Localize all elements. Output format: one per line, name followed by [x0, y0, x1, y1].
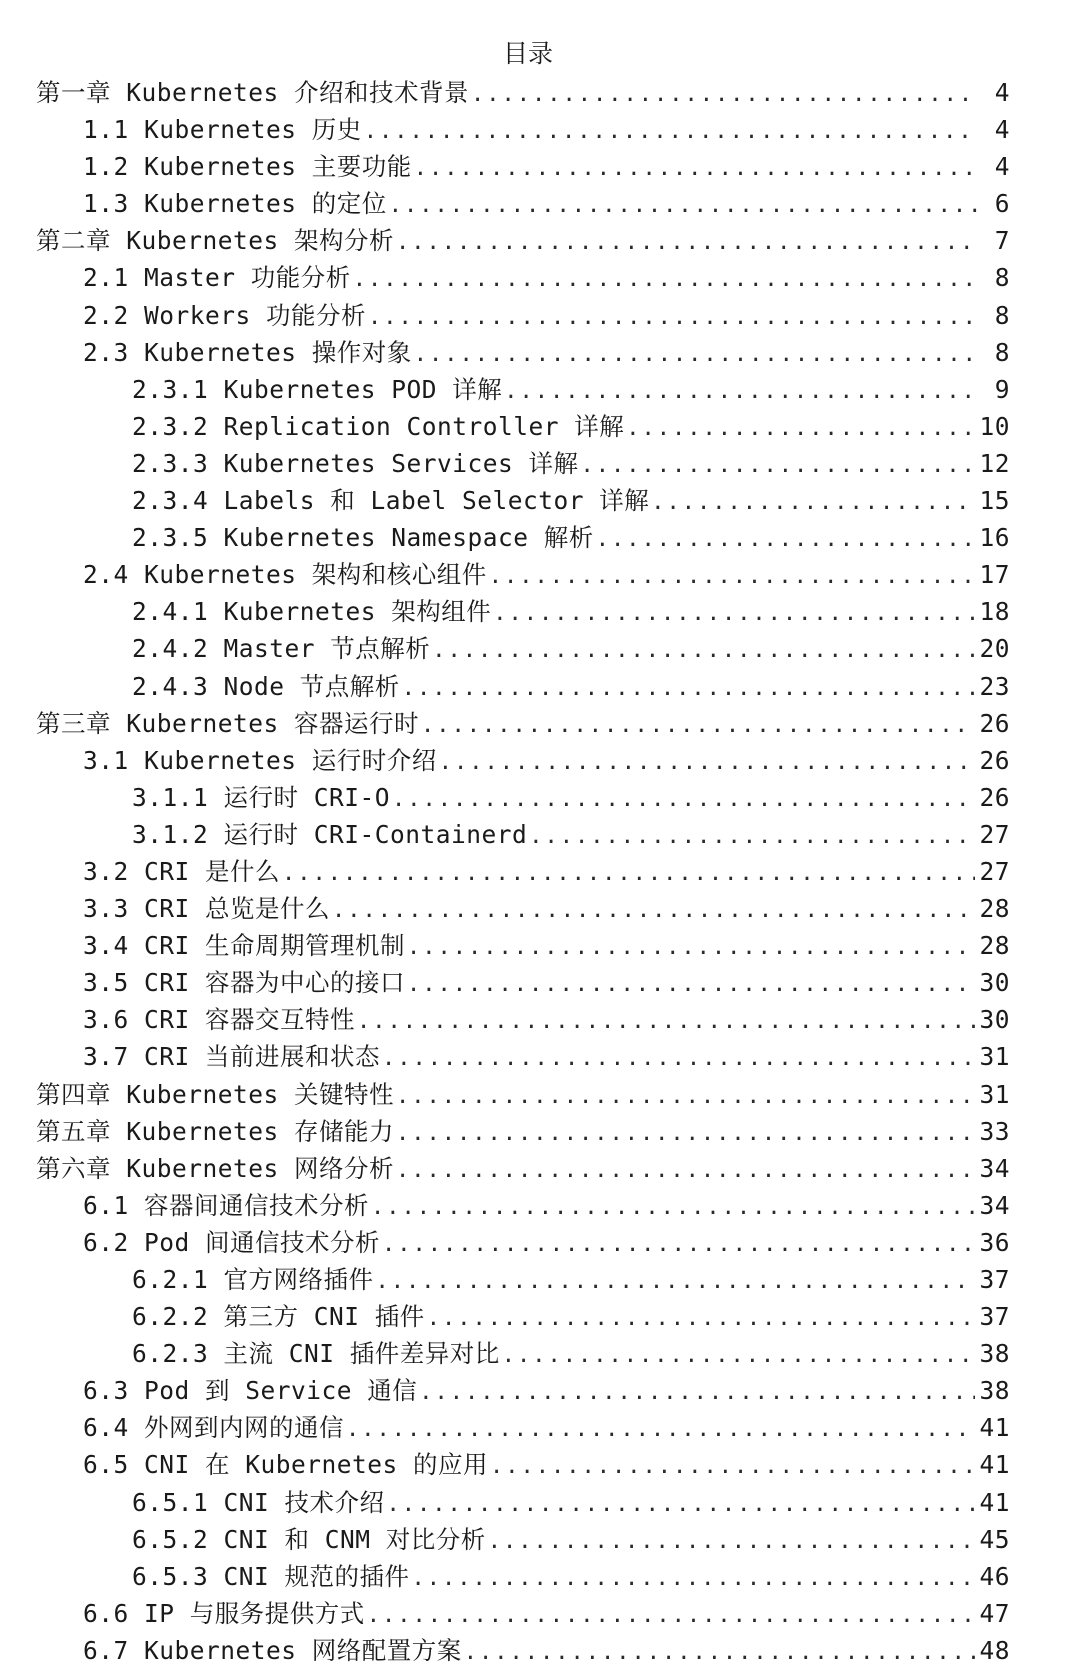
toc-entry-title: 2.4.3 Node 节点解析	[132, 671, 400, 701]
toc-entry-page-number: 18	[979, 597, 1010, 627]
toc-entry-page-number: 20	[979, 634, 1010, 664]
toc-entry-title: 2.3.5 Kubernetes Namespace 解析	[132, 523, 594, 553]
toc-entry-page-number: 41	[979, 1487, 1010, 1517]
toc-entry-page-number: 41	[979, 1450, 1010, 1480]
toc-entry-title: 1.2 Kubernetes 主要功能	[83, 152, 412, 182]
toc-leader-dots	[414, 336, 978, 373]
toc-entry-title: 3.1 Kubernetes 运行时介绍	[83, 745, 437, 775]
toc-entry-title: 2.2 Workers 功能分析	[83, 300, 367, 330]
toc-leader-dots	[464, 1634, 976, 1671]
toc-entry[interactable]	[36, 705, 1010, 742]
toc-entry-title: 6.2.2 第三方 CNI 插件	[132, 1302, 425, 1332]
toc-entry[interactable]	[36, 630, 1010, 667]
toc-entry-title: 3.7 CRI 当前进展和状态	[83, 1042, 381, 1072]
toc-entry-page-number: 4	[994, 152, 1010, 182]
toc-entry-title: 2.4.2 Master 节点解析	[132, 634, 431, 664]
toc-entry[interactable]	[36, 1150, 1010, 1187]
toc-entry-page-number: 16	[979, 523, 1010, 553]
toc-entry-title: 6.5.3 CNI 规范的插件	[132, 1561, 410, 1591]
toc-entry[interactable]	[36, 1187, 1010, 1224]
toc-entry-page-number: 4	[994, 78, 1010, 107]
toc-entry[interactable]	[36, 519, 1010, 556]
toc-entry[interactable]	[36, 890, 1010, 927]
toc-entry-page-number: 26	[979, 782, 1010, 812]
toc-leader-dots	[396, 1152, 975, 1189]
toc-entry[interactable]	[36, 593, 1010, 630]
toc-leader-dots	[421, 707, 975, 744]
toc-leader-dots	[471, 76, 978, 113]
toc-entry-page-number: 26	[979, 708, 1010, 738]
toc-entry[interactable]	[36, 74, 1010, 111]
toc-entry[interactable]	[36, 148, 1010, 185]
toc-entry-page-number: 6	[994, 189, 1010, 219]
toc-entry-page-number: 31	[979, 1079, 1010, 1109]
toc-entry[interactable]	[36, 1558, 1010, 1595]
toc-leader-dots	[414, 150, 978, 187]
toc-leader-dots	[412, 1560, 976, 1597]
toc-entry[interactable]	[36, 1595, 1010, 1632]
toc-entry-page-number: 30	[979, 968, 1010, 998]
toc-entry-page-number: 9	[994, 374, 1010, 404]
toc-entry[interactable]	[36, 742, 1010, 779]
toc-entry-page-number: 38	[979, 1376, 1010, 1406]
toc-entry-title: 2.4.1 Kubernetes 架构组件	[132, 597, 492, 627]
toc-entry[interactable]	[36, 222, 1010, 259]
toc-entry[interactable]	[36, 1409, 1010, 1446]
toc-entry-title: 3.5 CRI 容器为中心的接口	[83, 968, 406, 998]
toc-entry-title: 6.2.1 官方网络插件	[132, 1265, 374, 1294]
toc-entry-page-number: 47	[979, 1598, 1010, 1628]
toc-entry[interactable]	[36, 185, 1010, 222]
toc-entry-page-number: 34	[979, 1153, 1010, 1183]
toc-entry-title: 1.3 Kubernetes 的定位	[83, 189, 387, 219]
toc-leader-dots	[407, 966, 975, 1003]
toc-entry[interactable]	[36, 1335, 1010, 1372]
toc-entry-page-number: 33	[979, 1116, 1010, 1146]
toc-leader-dots	[651, 484, 975, 521]
toc-entry-title: 6.1 容器间通信技术分析	[83, 1190, 369, 1220]
toc-entry[interactable]	[36, 1521, 1010, 1558]
toc-entry[interactable]	[36, 816, 1010, 853]
toc-entry[interactable]	[36, 111, 1010, 148]
toc-leader-dots	[407, 929, 975, 966]
toc-entry-title: 6.6 IP 与服务提供方式	[83, 1598, 365, 1628]
toc-entry-page-number: 15	[979, 486, 1010, 516]
toc-entry-title: 第二章 Kubernetes 架构分析	[36, 226, 395, 256]
toc-entry-page-number: 10	[979, 411, 1010, 441]
toc-leader-dots	[368, 299, 978, 336]
toc-leader-dots	[626, 410, 975, 447]
toc-entry-page-number: 46	[979, 1561, 1010, 1591]
toc-entry-title: 2.3.2 Replication Controller 详解	[132, 411, 625, 441]
toc-entry[interactable]	[36, 445, 1010, 482]
toc-entry[interactable]	[36, 668, 1010, 705]
toc-entry-title: 3.1.1 运行时 CRI-O	[132, 782, 391, 812]
toc-entry-page-number: 36	[979, 1227, 1010, 1257]
toc-entry-page-number: 31	[979, 1042, 1010, 1072]
toc-entry-title: 2.4 Kubernetes 架构和核心组件	[83, 560, 487, 590]
toc-entry[interactable]	[36, 1076, 1010, 1113]
toc-leader-dots	[392, 781, 975, 818]
toc-leader-dots	[502, 1337, 976, 1374]
toc-leader-dots	[389, 187, 978, 224]
toc-leader-dots	[402, 670, 976, 707]
toc-entry[interactable]	[36, 371, 1010, 408]
toc-entry[interactable]	[36, 259, 1010, 296]
toc-entry-title: 2.3 Kubernetes 操作对象	[83, 337, 412, 367]
toc-entry[interactable]	[36, 334, 1010, 371]
toc-leader-dots	[396, 1115, 975, 1152]
toc-entry-page-number: 7	[994, 226, 1010, 256]
toc-leader-dots	[493, 595, 975, 632]
toc-entry-title: 3.6 CRI 容器交互特性	[83, 1005, 356, 1035]
toc-entry[interactable]	[36, 1224, 1010, 1261]
toc-entry-page-number: 41	[979, 1413, 1010, 1443]
toc-entry-title: 2.3.1 Kubernetes POD 详解	[132, 374, 503, 404]
toc-leader-dots	[419, 1374, 975, 1411]
toc-entry-page-number: 17	[979, 560, 1010, 590]
toc-entry-title: 2.3.3 Kubernetes Services 详解	[132, 448, 579, 478]
toc-entry[interactable]	[36, 1372, 1010, 1409]
toc-entry-title: 6.5 CNI 在 Kubernetes 的应用	[83, 1450, 489, 1480]
toc-leader-dots	[489, 558, 976, 595]
toc-entry-title: 6.2 Pod 间通信技术分析	[83, 1227, 381, 1257]
toc-leader-dots	[581, 447, 976, 484]
toc-entry-title: 3.4 CRI 生命周期管理机制	[83, 931, 406, 961]
toc-entry-title: 第四章 Kubernetes 关键特性	[36, 1079, 395, 1109]
toc-entry-title: 6.5.1 CNI 技术介绍	[132, 1487, 385, 1517]
toc-leader-dots	[357, 1003, 975, 1040]
toc-entry-title: 3.3 CRI 总览是什么	[83, 894, 331, 924]
toc-entry[interactable]	[36, 1484, 1010, 1521]
toc-entry-title: 第一章 Kubernetes 介绍和技术背景	[36, 78, 470, 107]
toc-entry-page-number: 37	[979, 1265, 1010, 1294]
toc-entry-title: 2.3.4 Labels 和 Label Selector 详解	[132, 486, 650, 516]
toc-entry-title: 3.2 CRI 是什么	[83, 856, 281, 886]
toc-entry-page-number: 27	[979, 819, 1010, 849]
toc-leader-dots	[332, 892, 975, 929]
toc-leader-dots	[364, 113, 978, 150]
toc-leader-dots	[396, 224, 978, 261]
toc-entry-title: 2.1 Master 功能分析	[83, 263, 351, 293]
toc-entry-page-number: 23	[979, 671, 1010, 701]
toc-entry-page-number: 8	[994, 263, 1010, 293]
toc-leader-dots	[488, 1523, 976, 1560]
toc-entry-page-number: 26	[979, 745, 1010, 775]
toc-leader-dots	[504, 373, 978, 410]
toc-entry-page-number: 28	[979, 931, 1010, 961]
toc-leader-dots	[367, 1597, 976, 1634]
toc-entry-title: 第五章 Kubernetes 存储能力	[36, 1116, 395, 1146]
toc-entry-title: 第三章 Kubernetes 容器运行时	[36, 708, 420, 738]
toc-entry-page-number: 27	[979, 856, 1010, 886]
toc-entry[interactable]	[36, 853, 1010, 890]
toc-entry-page-number: 38	[979, 1339, 1010, 1369]
toc-entry[interactable]	[36, 964, 1010, 1001]
toc-entry-page-number: 30	[979, 1005, 1010, 1035]
toc-entry-title: 6.5.2 CNI 和 CNM 对比分析	[132, 1524, 486, 1554]
toc-entry[interactable]	[36, 556, 1010, 593]
toc-entry-title: 6.3 Pod 到 Service 通信	[83, 1376, 418, 1406]
toc-entry-title: 6.4 外网到内网的通信	[83, 1413, 345, 1443]
toc-entry-title: 1.1 Kubernetes 历史	[83, 115, 362, 145]
toc-entry-page-number: 12	[979, 448, 1010, 478]
toc-entry-page-number: 28	[979, 894, 1010, 924]
toc-leader-dots	[427, 1300, 976, 1337]
toc-entry[interactable]	[36, 1038, 1010, 1075]
toc-leader-dots	[376, 1263, 976, 1300]
toc-entry[interactable]	[36, 1632, 1010, 1669]
toc-leader-dots	[529, 818, 975, 855]
toc-entry-page-number: 4	[994, 115, 1010, 145]
toc-entry-page-number: 45	[979, 1524, 1010, 1554]
toc-entry[interactable]	[36, 927, 1010, 964]
toc-leader-dots	[439, 744, 976, 781]
toc-entry-page-number: 34	[979, 1190, 1010, 1220]
toc-entry-page-number: 8	[994, 337, 1010, 367]
toc-entry[interactable]	[36, 408, 1010, 445]
toc-entry-page-number: 8	[994, 300, 1010, 330]
toc-leader-dots	[490, 1448, 975, 1485]
toc-entry[interactable]	[36, 482, 1010, 519]
toc-entry-page-number: 37	[979, 1302, 1010, 1332]
toc-title: 目录	[502, 39, 553, 68]
toc-leader-dots	[371, 1189, 975, 1226]
toc-leader-dots	[353, 261, 978, 298]
toc-leader-dots	[432, 632, 975, 669]
toc-entry[interactable]	[36, 1446, 1010, 1483]
toc-leader-dots	[596, 521, 976, 558]
toc-leader-dots	[282, 855, 975, 892]
toc-entry[interactable]	[36, 779, 1010, 816]
toc-leader-dots	[346, 1411, 975, 1448]
toc-entry-title: 6.7 Kubernetes 网络配置方案	[83, 1635, 462, 1665]
toc-entry-page-number: 48	[979, 1635, 1010, 1665]
toc-entry[interactable]	[36, 297, 1010, 334]
toc-list	[36, 74, 1010, 1669]
toc-entry[interactable]	[36, 1001, 1010, 1038]
toc-entry[interactable]	[36, 1298, 1010, 1335]
toc-entry-title: 3.1.2 运行时 CRI-Containerd	[132, 819, 528, 849]
toc-entry[interactable]	[36, 1113, 1010, 1150]
toc-entry-title: 6.2.3 主流 CNI 插件差异对比	[132, 1339, 500, 1369]
toc-entry-title: 第六章 Kubernetes 网络分析	[36, 1153, 395, 1183]
toc-leader-dots	[382, 1040, 975, 1077]
toc-leader-dots	[382, 1226, 975, 1263]
toc-leader-dots	[387, 1486, 976, 1523]
toc-entry[interactable]	[36, 1261, 1010, 1298]
toc-leader-dots	[396, 1078, 975, 1115]
